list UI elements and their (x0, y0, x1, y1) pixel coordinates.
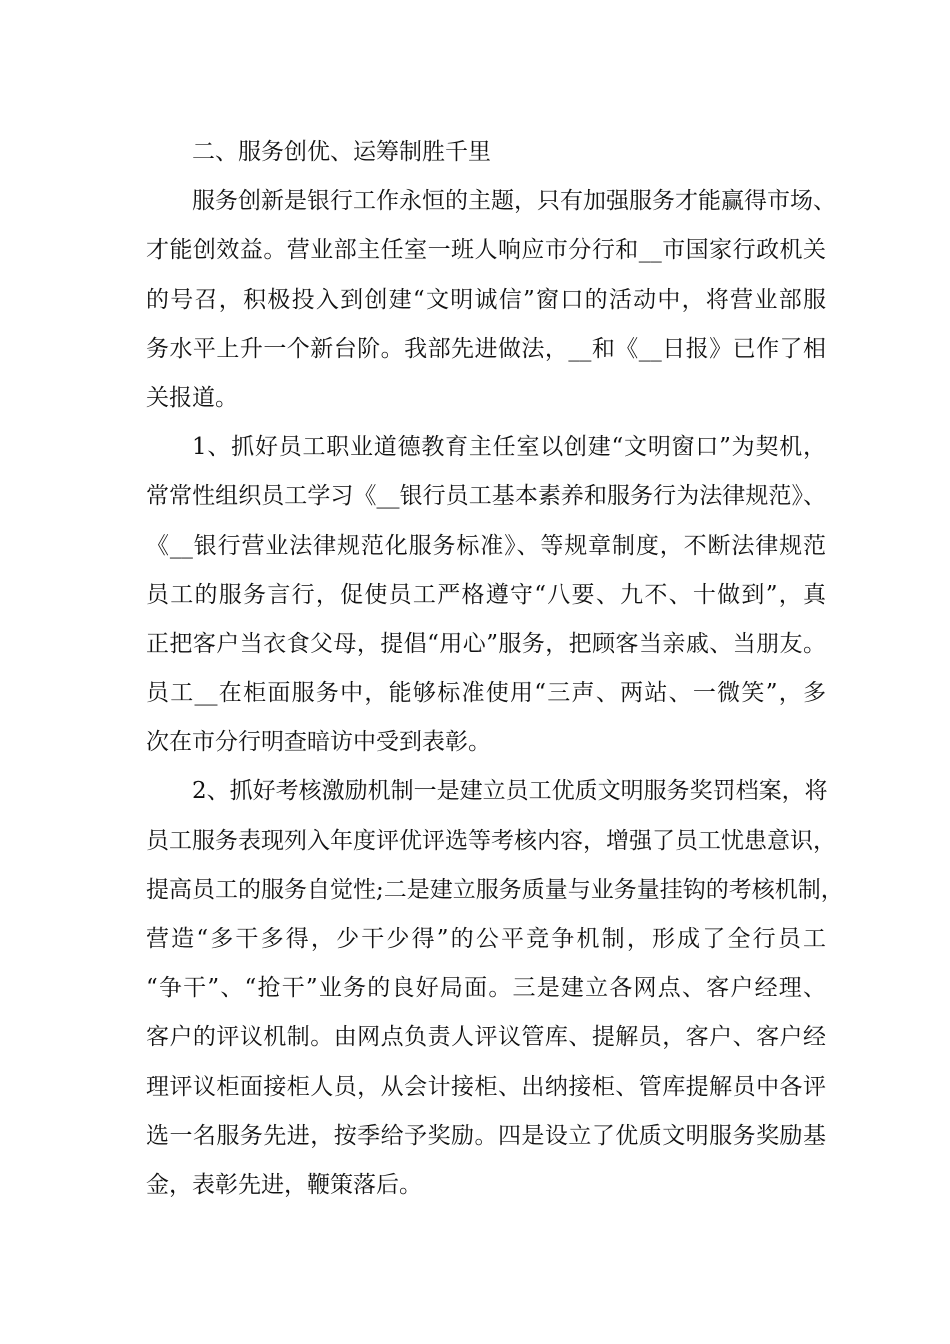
paragraph-line: 《__银行营业法律规范化服务标准》、等规章制度，不断法律规范 (146, 532, 826, 559)
paragraph-line: 选一名服务先进，按季给予奖励。四是设立了优质文明服务奖励基 (146, 1122, 826, 1149)
paragraph-line: 服务创新是银行工作永恒的主题，只有加强服务才能赢得市场、 (192, 188, 836, 215)
paragraph-line: 理评议柜面接柜人员，从会计接柜、出纳接柜、管库提解员中各评 (146, 1073, 826, 1100)
paragraph-3 (146, 767, 844, 1210)
paragraph-line: 常常性组织员工学习《__银行员工基本素养和服务行为法律规范》、 (146, 483, 826, 510)
paragraph-2 (146, 423, 826, 767)
section-heading: 二、服务创优、运筹制胜千里 (192, 139, 491, 165)
paragraph-line: 金，表彰先进，鞭策落后。 (146, 1171, 422, 1198)
paragraph-line: 员工的服务言行，促使员工严格遵守“八要、九不、十做到”，真 (146, 581, 826, 608)
paragraph-line: 2、抓好考核激励机制一是建立员工优质文明服务奖罚档案，将 (192, 778, 828, 805)
paragraph-line: 的号召，积极投入到创建“文明诚信”窗口的活动中，将营业部服 (146, 286, 826, 313)
paragraph-line: 关报道。 (146, 384, 238, 411)
paragraph-line: 客户的评议机制。由网点负责人评议管库、提解员，客户、客户经 (146, 1024, 826, 1051)
paragraph-line: 正把客户当衣食父母，提倡“用心”服务，把顾客当亲戚、当朋友。 (146, 630, 826, 657)
document-body (146, 128, 844, 1210)
paragraph-line: 1、抓好员工职业道德教育主任室以创建“文明窗口”为契机， (192, 434, 826, 461)
paragraph-line: 营造“多干多得，少干少得”的公平竞争机制，形成了全行员工 (146, 926, 826, 952)
paragraph-line: 务水平上升一个新台阶。我部先进做法，__和《__日报》已作了相 (146, 335, 826, 362)
paragraph-line: 次在市分行明查暗访中受到表彰。 (146, 729, 491, 756)
paragraph-line: “争干”、“抢干”业务的良好局面。三是建立各网点、客户经理、 (146, 975, 826, 1002)
paragraph-line: 提高员工的服务自觉性;二是建立服务质量与业务量挂钩的考核机制， (146, 876, 844, 903)
paragraph-line: 员工__在柜面服务中，能够标准使用“三声、两站、一微笑”，多 (146, 680, 826, 707)
paragraph-1 (146, 177, 836, 423)
paragraph-line: 才能创效益。营业部主任室一班人响应市分行和__市国家行政机关 (146, 237, 826, 264)
paragraph-line: 员工服务表现列入年度评优评选等考核内容，增强了员工忧患意识， (146, 827, 836, 854)
